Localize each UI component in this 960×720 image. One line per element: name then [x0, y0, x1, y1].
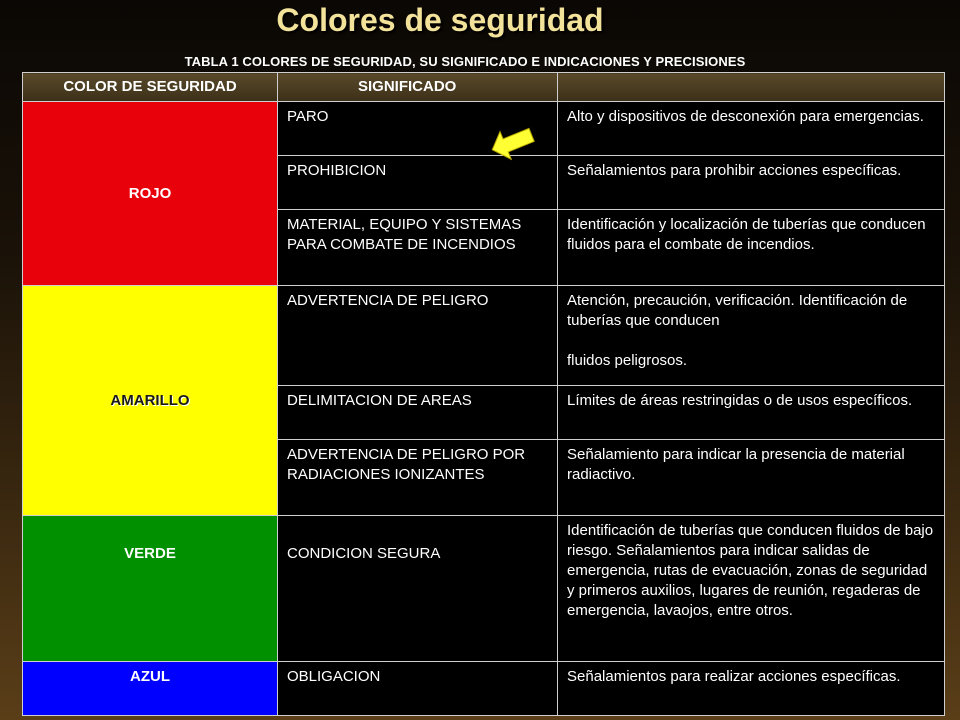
color-cell-verde: VERDE: [23, 516, 278, 662]
meaning-cell: PROHIBICION: [278, 156, 558, 210]
meaning-cell: ADVERTENCIA DE PELIGRO POR RADIACIONES IONIZANTES: [278, 440, 558, 516]
table-row: [23, 102, 945, 156]
table-row: [23, 516, 945, 662]
details-cell: Señalamiento para indicar la presencia de material radiactivo.: [558, 440, 945, 516]
details-cell: Identificación de tuberías que conducen fluidos de bajo riesgo. Señalamientos para indicar salidas de emergencia, rutas de evacuación, zonas de seguridad y primeros auxilios, lugares de reunión, regaderas de emergencia, lavaojos, entre otros.: [558, 516, 945, 662]
details-cell: Señalamientos para prohibir acciones específicas.: [558, 156, 945, 210]
header-details: [558, 73, 945, 102]
color-cell-amarillo: AMARILLO: [23, 286, 278, 516]
table-caption: TABLA 1 COLORES DE SEGURIDAD, SU SIGNIFICADO E INDICACIONES Y PRECISIONES: [184, 54, 746, 69]
details-cell: Alto y dispositivos de desconexión para emergencias.: [558, 102, 945, 156]
details-cell: Límites de áreas restringidas o de usos específicos.: [558, 386, 945, 440]
meaning-cell: PARO: [278, 102, 558, 156]
details-cell: [558, 286, 945, 386]
meaning-cell: ADVERTENCIA DE PELIGRO: [278, 286, 558, 386]
safety-colors-table: [22, 72, 945, 716]
details-cell: Identificación y localización de tuberías que conducen fluidos para el combate de incendios.: [558, 210, 945, 286]
page-title: Colores de seguridad: [276, 2, 604, 38]
table-header-row: [23, 73, 945, 102]
color-cell-rojo: ROJO: [23, 102, 278, 286]
yellow-arrow-icon: [486, 112, 536, 168]
header-color: COLOR DE SEGURIDAD: [23, 73, 278, 102]
meaning-cell: MATERIAL, EQUIPO Y SISTEMAS PARA COMBATE DE INCENDIOS: [278, 210, 558, 286]
details-cell: Señalamientos para realizar acciones específicas.: [558, 662, 945, 716]
meaning-cell: CONDICION SEGURA: [278, 516, 558, 662]
meaning-cell: OBLIGACION: [278, 662, 558, 716]
table-row: [23, 286, 945, 386]
color-cell-azul: AZUL: [23, 662, 278, 716]
header-meaning: SIGNIFICADO: [278, 73, 558, 102]
details-text: Atención, precaución, verificación. Identificación de tuberías que conducen: [567, 292, 908, 329]
meaning-cell: DELIMITACION DE AREAS: [278, 386, 558, 440]
details-text-extra: fluidos peligrosos.: [567, 352, 688, 369]
table-row: [23, 662, 945, 716]
